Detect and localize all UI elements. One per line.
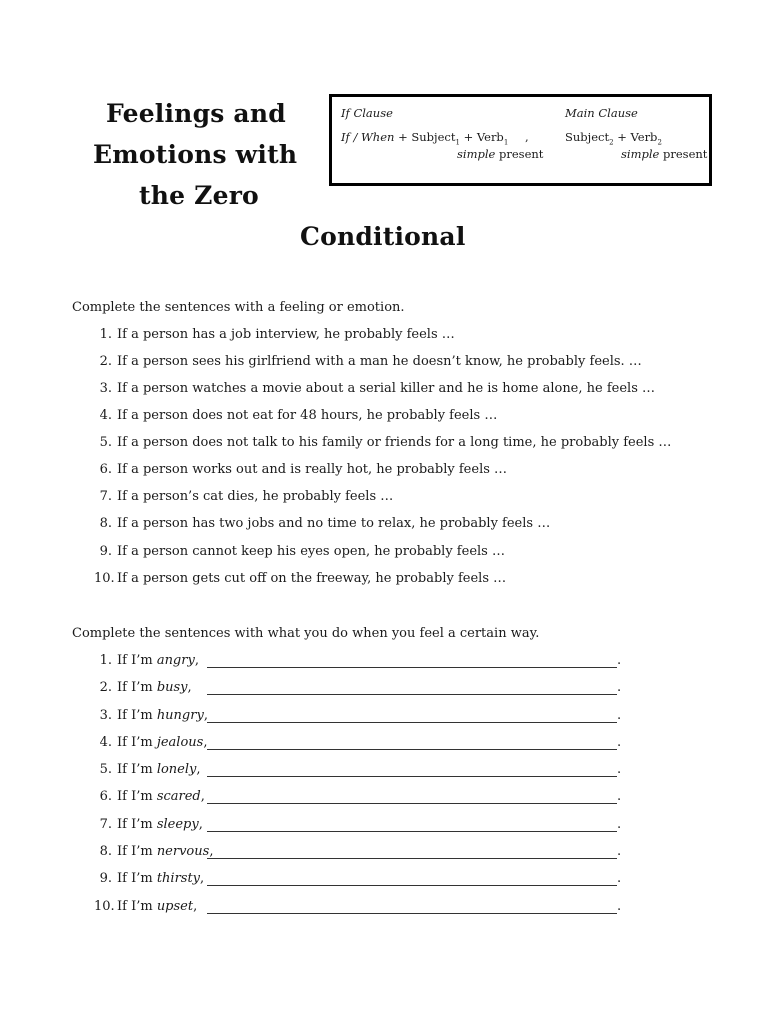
title-line-2: Emotions with: [93, 140, 298, 169]
answer-blank-line[interactable]: [207, 803, 617, 804]
condition-phrase: [117, 899, 197, 914]
if-clause-tense: [457, 147, 543, 161]
main-clause-tense: [621, 147, 707, 161]
item-number: 3.: [99, 381, 112, 396]
condition-comma: ,: [194, 653, 199, 668]
condition-comma: ,: [209, 844, 214, 859]
condition-comma: ,: [198, 817, 203, 832]
item-sentence: If a person watches a movie about a serial killer and he is home alone, he feels …: [117, 381, 656, 396]
main-clause-heading: Main Clause: [565, 106, 638, 120]
item-sentence: If a person sees his girlfriend with a man he doesn’t know, he probably feels. …: [117, 354, 642, 369]
answer-blank-line[interactable]: [207, 913, 617, 914]
emotion-word: nervous: [156, 844, 210, 859]
answer-blank-line[interactable]: [207, 694, 617, 695]
condition-phrase: [117, 653, 199, 668]
if-tense-rest: present: [495, 147, 544, 161]
sentence-end-period: .: [617, 844, 622, 859]
sentence-end-period: .: [617, 653, 622, 668]
item-number: 1.: [99, 653, 112, 668]
title-line-4: Conditional: [300, 222, 466, 251]
sentence-end-period: .: [617, 871, 622, 886]
sentence-end-period: .: [617, 708, 622, 723]
condition-phrase: [117, 680, 192, 695]
answer-blank-line[interactable]: [207, 858, 617, 859]
condition-comma: ,: [203, 708, 208, 723]
condition-prefix: If I’m: [117, 844, 157, 859]
emotion-word: busy: [156, 680, 188, 695]
condition-prefix: If I’m: [117, 735, 157, 750]
section2-instruction: Complete the sentences with what you do when you feel a certain way.: [72, 626, 540, 641]
if-subject-label: + Subject: [394, 130, 456, 144]
main-verb-label: + Verb: [613, 130, 658, 144]
emotion-word: scared: [156, 789, 201, 804]
sentence-end-period: .: [617, 789, 622, 804]
item-number: 6.: [99, 789, 112, 804]
condition-prefix: If I’m: [117, 899, 157, 914]
condition-comma: ,: [200, 871, 205, 886]
item-number: 6.: [99, 462, 112, 477]
grammar-formula-box: [329, 94, 712, 186]
main-clause-formula: [565, 130, 662, 146]
main-verb-subscript: 2: [657, 138, 662, 147]
if-tense-word: simple: [457, 147, 496, 161]
item-number: 7.: [99, 817, 112, 832]
condition-prefix: If I’m: [117, 653, 157, 668]
main-tense-rest: present: [659, 147, 708, 161]
sentence-end-period: .: [617, 735, 622, 750]
formula-comma: ,: [525, 130, 529, 144]
condition-phrase: [117, 789, 205, 804]
emotion-word: angry: [156, 653, 195, 668]
item-sentence: If a person’s cat dies, he probably feels …: [117, 489, 394, 504]
item-number: 3.: [99, 708, 112, 723]
main-subject-label: Subject: [565, 130, 610, 144]
emotion-word: thirsty: [156, 871, 201, 886]
emotion-word: sleepy: [156, 817, 199, 832]
item-number: 8.: [99, 516, 112, 531]
item-sentence: If a person cannot keep his eyes open, he probably feels …: [117, 544, 505, 559]
item-sentence: If a person does not talk to his family or friends for a long time, he probably feels …: [117, 435, 672, 450]
item-number: 5.: [99, 762, 112, 777]
item-sentence: If a person gets cut off on the freeway, he probably feels …: [117, 571, 507, 586]
condition-comma: ,: [203, 735, 208, 750]
condition-comma: ,: [187, 680, 192, 695]
if-verb-label: + Verb: [459, 130, 504, 144]
item-number: 2.: [99, 354, 112, 369]
sentence-end-period: .: [617, 899, 622, 914]
condition-phrase: [117, 871, 204, 886]
item-sentence: If a person has two jobs and no time to relax, he probably feels …: [117, 516, 551, 531]
sentence-end-period: .: [617, 817, 622, 832]
condition-prefix: If I’m: [117, 817, 157, 832]
condition-phrase: [117, 762, 201, 777]
condition-prefix: If I’m: [117, 789, 157, 804]
item-number: 10.: [94, 571, 115, 586]
condition-phrase: [117, 708, 208, 723]
if-clause-heading: If Clause: [341, 106, 393, 120]
answer-blank-line[interactable]: [207, 722, 617, 723]
item-number: 4.: [99, 408, 112, 423]
if-verb-subscript: 1: [503, 138, 509, 147]
sentence-end-period: .: [617, 680, 622, 695]
if-clause-formula: [341, 130, 508, 146]
item-number: 2.: [99, 680, 112, 695]
condition-comma: ,: [193, 899, 198, 914]
condition-phrase: [117, 735, 207, 750]
item-number: 1.: [99, 327, 112, 342]
title-line-3: the Zero: [139, 181, 259, 210]
item-number: 7.: [99, 489, 112, 504]
item-number: 4.: [99, 735, 112, 750]
item-number: 9.: [99, 544, 112, 559]
condition-phrase: [117, 844, 213, 859]
item-number: 8.: [99, 844, 112, 859]
condition-prefix: If I’m: [117, 762, 157, 777]
emotion-word: upset: [156, 899, 194, 914]
condition-phrase: [117, 817, 203, 832]
condition-prefix: If I’m: [117, 708, 157, 723]
item-number: 5.: [99, 435, 112, 450]
emotion-word: jealous: [156, 735, 204, 750]
condition-comma: ,: [196, 762, 201, 777]
emotion-word: hungry: [156, 708, 204, 723]
section1-instruction: Complete the sentences with a feeling or emotion.: [72, 300, 405, 315]
item-sentence: If a person works out and is really hot, he probably feels …: [117, 462, 508, 477]
condition-prefix: If I’m: [117, 680, 157, 695]
title-line-1: Feelings and: [106, 99, 286, 128]
condition-prefix: If I’m: [117, 871, 157, 886]
item-sentence: If a person has a job interview, he probably feels …: [117, 327, 455, 342]
item-sentence: If a person does not eat for 48 hours, he probably feels …: [117, 408, 498, 423]
item-number: 9.: [99, 871, 112, 886]
condition-comma: ,: [200, 789, 205, 804]
answer-blank-line[interactable]: [207, 749, 617, 750]
answer-blank-line[interactable]: [207, 831, 617, 832]
answer-blank-line[interactable]: [207, 885, 617, 886]
item-number: 10.: [94, 899, 115, 914]
if-when-label: If / When: [341, 130, 395, 144]
answer-blank-line[interactable]: [207, 776, 617, 777]
answer-blank-line[interactable]: [207, 667, 617, 668]
emotion-word: lonely: [156, 762, 197, 777]
main-subject-subscript: 2: [609, 138, 614, 147]
main-tense-word: simple: [621, 147, 660, 161]
if-subject-subscript: 1: [455, 138, 460, 147]
sentence-end-period: .: [617, 762, 622, 777]
